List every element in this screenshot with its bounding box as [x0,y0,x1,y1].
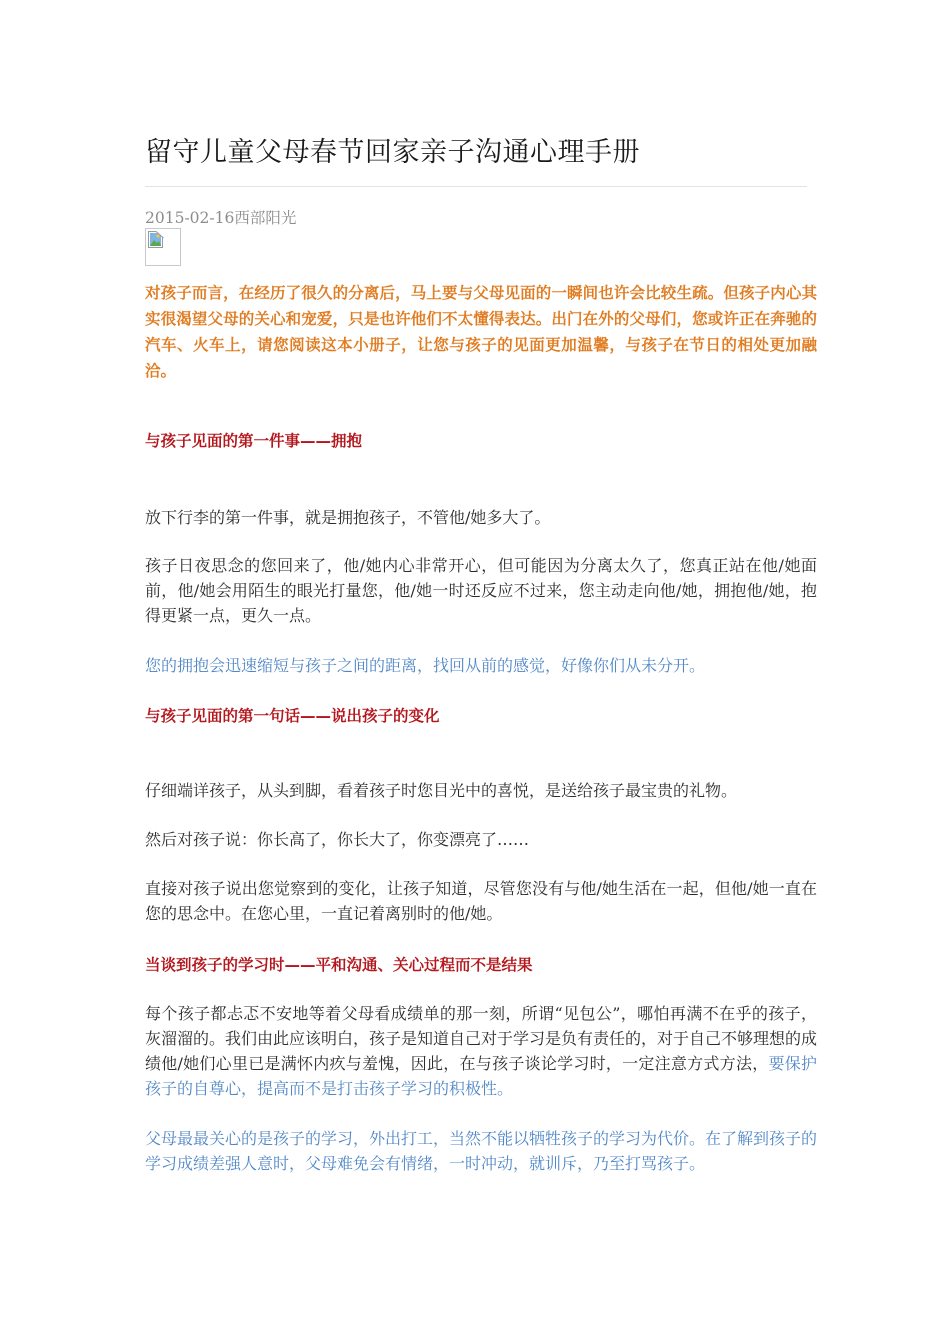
article-title: 留守儿童父母春节回家亲子沟通心理手册 [145,137,640,168]
section-study-paragraph-2: 父母最最关心的是孩子的学习，外出打工，当然不能以牺牲孩子的学习为代价。在了解到孩子的学习成绩差强人意时，父母难免会有情绪，一时冲动，就训斥，乃至打骂孩子。 [145,1129,818,1173]
section-hug-paragraph-1: 放下行李的第一件事，就是拥抱孩子，不管他/她多大了。 [145,508,551,527]
broken-image-icon [148,231,164,249]
section-hug-paragraph-3: 您的拥抱会迅速缩短与孩子之间的距离，找回从前的感觉，好像你们从未分开。 [145,656,706,675]
section-heading-first-words: 与孩子见面的第一句话——说出孩子的变化 [145,707,440,725]
section-words-paragraph-1: 仔细端详孩子，从头到脚，看着孩子时您目光中的喜悦，是送给孩子最宝贵的礼物。 [145,781,738,800]
section-study-paragraph-1-main: 每个孩子都忐忑不安地等着父母看成绩单的那一刻，所谓“见包公”，哪怕再满不在乎的孩子，灰溜溜的。我们由此应该明白，孩子是知道自己对于学习是负有责任的，对于自己不够理想的成绩他/她们心里已是满怀内疚与羞愧，因此，在与孩子谈论学习时，一定注意方式方法， [145,1004,818,1073]
section-words-paragraph-2: 然后对孩子说：你长高了，你长大了，你变漂亮了…… [145,830,530,849]
section-words-paragraph-3: 直接对孩子说出您觉察到的变化，让孩子知道，尽管您没有与他/她生活在一起，但他/她一直在您的思念中。在您心里，一直记着离别时的他/她。 [145,879,817,923]
section-heading-study: 当谈到孩子的学习时——平和沟通、关心过程而不是结果 [145,956,533,974]
article-image [145,228,181,266]
article-meta [145,206,296,228]
article-source: 西部阳光 [234,209,297,227]
title-divider [145,186,807,187]
section-hug-paragraph-2: 孩子日夜思念的您回来了，他/她内心非常开心，但可能因为分离太久了，您真正站在他/她面前，他/她会用陌生的眼光打量您，他/她一时还反应不过来，您主动走向他/她，拥抱他/她，抱得更紧一点，更久一点。 [145,556,817,625]
section-heading-hug: 与孩子见面的第一件事——拥抱 [145,432,363,450]
section-study-paragraph-1 [145,1001,817,1101]
article-lead: 对孩子而言，在经历了很久的分离后，马上要与父母见面的一瞬间也许会比较生疏。但孩子内心其实很渴望父母的关心和宠爱，只是也许他们不太懂得表达。出门在外的父母们，您或许正在奔驰的汽车、火车上，请您阅读这本小册子，让您与孩子的见面更加温馨，与孩子在节日的相处更加融洽。 [145,284,817,380]
section-study-paragraph-1-highlight: 要保护孩子的自尊心，提高而不是打击孩子学习的积极性。 [145,1054,817,1098]
article-date: 2015-02-16 [145,209,235,227]
